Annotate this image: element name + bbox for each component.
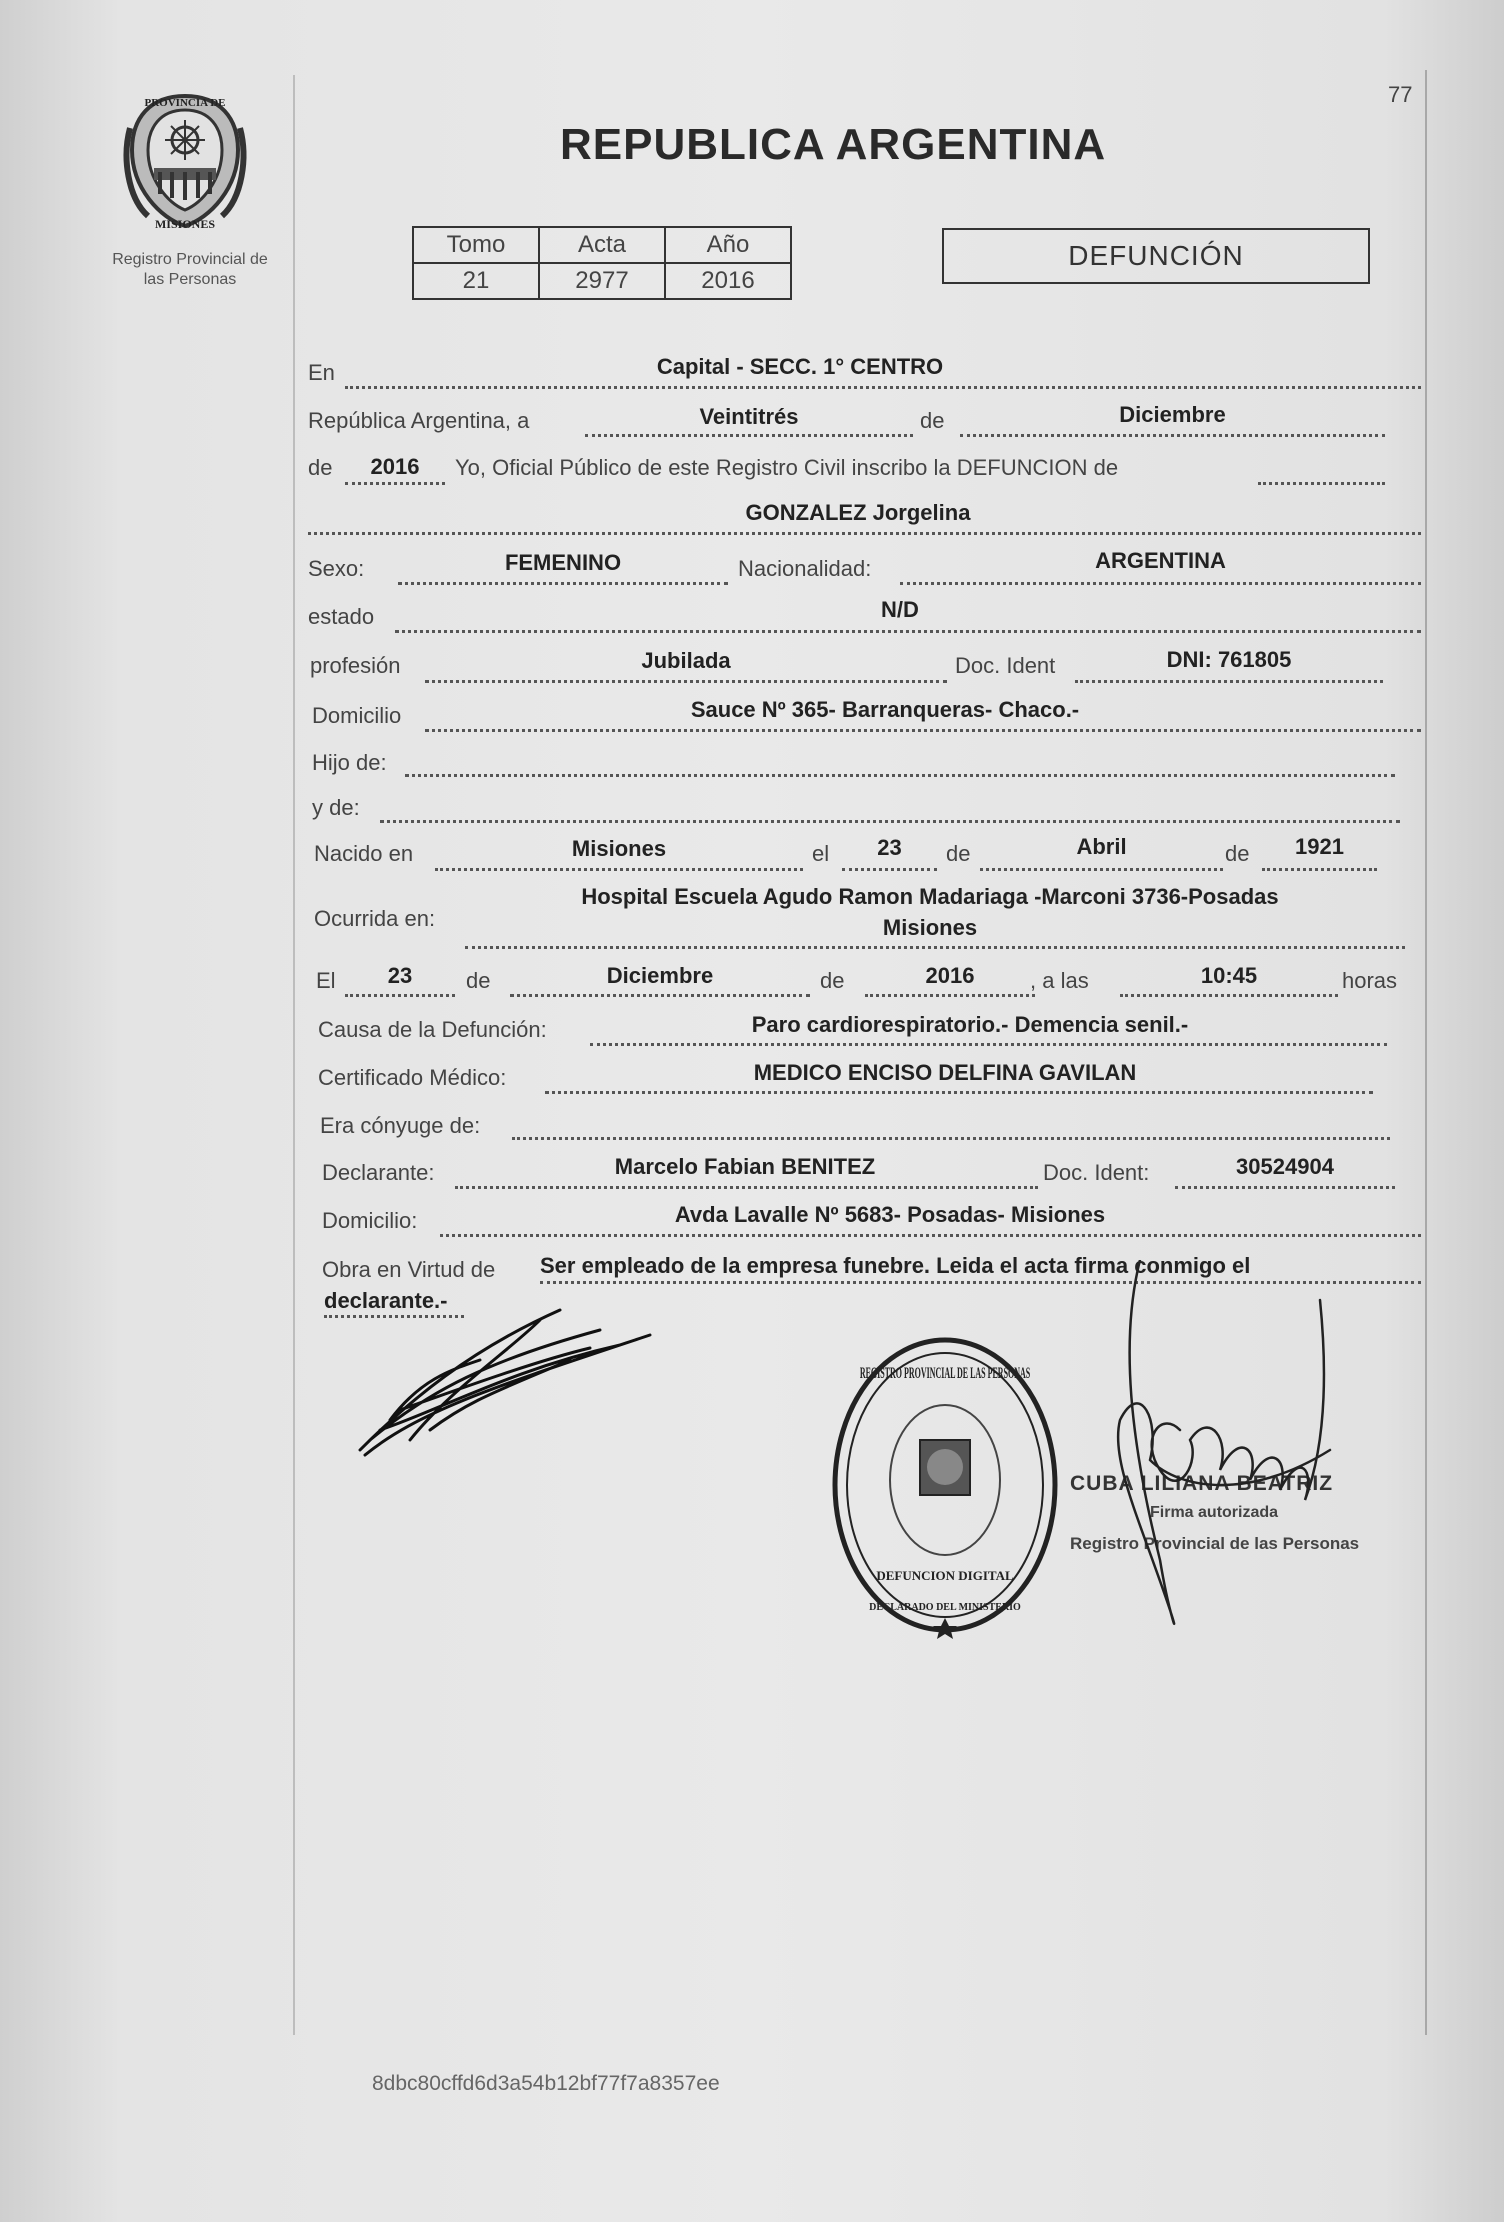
domicilio-label: Domicilio xyxy=(312,703,402,728)
ocurrida-line xyxy=(465,946,1405,949)
el-label: el xyxy=(812,841,830,866)
obra-value: Ser empleado de la empresa funebre. Leida el acta firma conmigo el xyxy=(540,1253,1251,1278)
def-de-label: de xyxy=(466,968,491,993)
nombre-line xyxy=(308,532,1421,535)
def-dia-value: 23 xyxy=(387,963,413,988)
el2-label: El xyxy=(316,968,336,993)
declarante-line xyxy=(455,1186,1038,1189)
def-hora-line xyxy=(1120,994,1338,997)
oficial-line xyxy=(1258,482,1385,485)
official-signature xyxy=(1100,1260,1360,1640)
en-value: Capital - SECC. 1° CENTRO xyxy=(656,354,944,379)
y-de-line xyxy=(380,820,1400,823)
tomo-header: Tomo xyxy=(413,227,539,263)
obra-label: Obra en Virtud de xyxy=(322,1257,496,1282)
anio-line xyxy=(345,482,445,485)
mes-line xyxy=(960,434,1385,437)
causa-label: Causa de la Defunción: xyxy=(318,1017,547,1042)
svg-text:DECLARADO DEL MINISTERIO: DECLARADO DEL MINISTERIO xyxy=(869,1602,1021,1613)
def-de2-label: de xyxy=(820,968,845,993)
svg-text:REGISTRO PROVINCIAL DE LAS PER: REGISTRO PROVINCIAL DE LAS PERSONAS xyxy=(859,1364,1031,1382)
decl-doc-label: Doc. Ident: xyxy=(1043,1160,1150,1185)
official-office: Registro Provincial de las Personas xyxy=(1070,1534,1360,1553)
tomo-value: 21 xyxy=(413,263,539,299)
nac-dia-line xyxy=(842,868,937,871)
nombre-value: GONZALEZ Jorgelina xyxy=(745,500,971,525)
nac-de-label: de xyxy=(946,841,971,866)
decl-doc-value: 30524904 xyxy=(1236,1154,1334,1179)
nac-dia-value: 23 xyxy=(877,835,902,860)
a-las-label: , a las xyxy=(1030,968,1089,993)
domicilio-value: Sauce Nº 365- Barranqueras- Chaco.- xyxy=(690,697,1080,722)
dia-line xyxy=(585,434,913,437)
def-hora-value: 10:45 xyxy=(1200,963,1258,988)
obra-value-2: declarante.- xyxy=(324,1288,448,1313)
registry-name: Registro Provincial de las Personas xyxy=(112,251,268,288)
def-mes-line xyxy=(510,994,810,997)
record-table xyxy=(412,226,792,300)
republica-label: República Argentina, a xyxy=(308,408,530,433)
estado-line xyxy=(395,630,1421,633)
nacionalidad-label: Nacionalidad: xyxy=(738,556,872,581)
estado-label: estado xyxy=(308,604,375,629)
declarante-label: Declarante: xyxy=(322,1160,435,1185)
page-number: 77 xyxy=(1388,82,1413,107)
nac-mes-value: Abril xyxy=(1076,834,1127,859)
declarant-signature xyxy=(350,1290,660,1460)
record-type-box: DEFUNCIÓN xyxy=(942,228,1370,284)
profesion-value: Jubilada xyxy=(641,648,731,673)
nac-anio-value: 1921 xyxy=(1295,834,1344,859)
official-name: CUBA LILIANA BEATRIZ xyxy=(1070,1472,1334,1495)
svg-text:DEFUNCION DIGITAL: DEFUNCION DIGITAL xyxy=(876,1568,1014,1583)
hijo-de-label: Hijo de: xyxy=(312,750,387,775)
nacido-en-line xyxy=(435,868,803,871)
doc-ident-label: Doc. Ident xyxy=(955,653,1056,678)
hijo-de-line xyxy=(405,774,1395,777)
nacionalidad-value: ARGENTINA xyxy=(1095,548,1226,573)
ocurrida-line1-value: Hospital Escuela Agudo Ramon Madariaga -Marconi 3736-Posadas xyxy=(581,884,1279,909)
sexo-label: Sexo: xyxy=(308,556,365,581)
profesion-label: profesión xyxy=(310,653,401,678)
def-dia-line xyxy=(345,994,455,997)
certificado-line xyxy=(545,1091,1373,1094)
svg-text:MISIONES: MISIONES xyxy=(154,217,216,231)
ocurrida-line2-value: Misiones xyxy=(882,915,978,940)
nac-anio-line xyxy=(1262,868,1377,871)
anio-value: 2016 xyxy=(370,454,420,479)
nacido-en-value: Misiones xyxy=(571,836,667,861)
sexo-value: FEMENINO xyxy=(504,550,622,575)
causa-value: Paro cardiorespiratorio.- Demencia senil.- xyxy=(751,1012,1189,1037)
declarante-value: Marcelo Fabian BENITEZ xyxy=(614,1154,876,1179)
nacido-en-label: Nacido en xyxy=(314,841,414,866)
decl-domicilio-label: Domicilio: xyxy=(322,1208,418,1233)
dia-texto-value: Veintitrés xyxy=(699,404,799,429)
def-anio-value: 2016 xyxy=(925,963,975,988)
domicilio-line xyxy=(425,729,1421,732)
decl-domicilio-value: Avda Lavalle Nº 5683- Posadas- Misiones xyxy=(674,1202,1106,1227)
def-anio-line xyxy=(865,994,1035,997)
ocurrida-label: Ocurrida en: xyxy=(314,906,436,931)
oficial-text: Yo, Oficial Público de este Registro Civil inscribo la DEFUNCION de xyxy=(455,455,1119,480)
acta-header: Acta xyxy=(539,227,665,263)
mes-value: Diciembre xyxy=(1119,402,1226,427)
horas-label: horas xyxy=(1342,968,1398,993)
document-hash: 8dbc80cffd6d3a54b12bf77f7a8357ee xyxy=(372,2072,720,2095)
en-label: En xyxy=(308,360,335,385)
right-margin-line xyxy=(1425,70,1427,2035)
certificado-label: Certificado Médico: xyxy=(318,1065,507,1090)
doc-ident-line xyxy=(1075,680,1383,683)
official-seal-icon xyxy=(825,1330,1065,1640)
de2-label: de xyxy=(308,455,333,480)
anio-header: Año xyxy=(665,227,791,263)
sexo-line xyxy=(398,582,728,585)
profesion-line xyxy=(425,680,947,683)
conyuge-label: Era cónyuge de: xyxy=(320,1113,481,1138)
decl-doc-line xyxy=(1175,1186,1395,1189)
official-role: Firma autorizada xyxy=(1150,1504,1279,1521)
conyuge-line xyxy=(512,1137,1390,1140)
province-coat-of-arms-icon xyxy=(120,88,250,233)
decl-domicilio-line xyxy=(440,1234,1421,1237)
def-mes-value: Diciembre xyxy=(606,963,714,988)
y-de-label: y de: xyxy=(312,795,360,820)
doc-ident-value: DNI: 761805 xyxy=(1166,647,1292,672)
de-label: de xyxy=(920,408,945,433)
svg-text:PROVINCIA DE: PROVINCIA DE xyxy=(144,97,226,109)
en-line xyxy=(345,386,1421,389)
left-margin-line xyxy=(293,75,295,2035)
certificado-value: MEDICO ENCISO DELFINA GAVILAN xyxy=(753,1060,1137,1085)
nacionalidad-line xyxy=(900,582,1421,585)
acta-value: 2977 xyxy=(539,263,665,299)
nac-de2-label: de xyxy=(1225,841,1250,866)
page-title: REPUBLICA ARGENTINA xyxy=(560,120,1107,169)
estado-value: N/D xyxy=(881,597,919,622)
causa-line xyxy=(590,1043,1387,1046)
nac-mes-line xyxy=(980,868,1223,871)
anio-value: 2016 xyxy=(665,263,791,299)
